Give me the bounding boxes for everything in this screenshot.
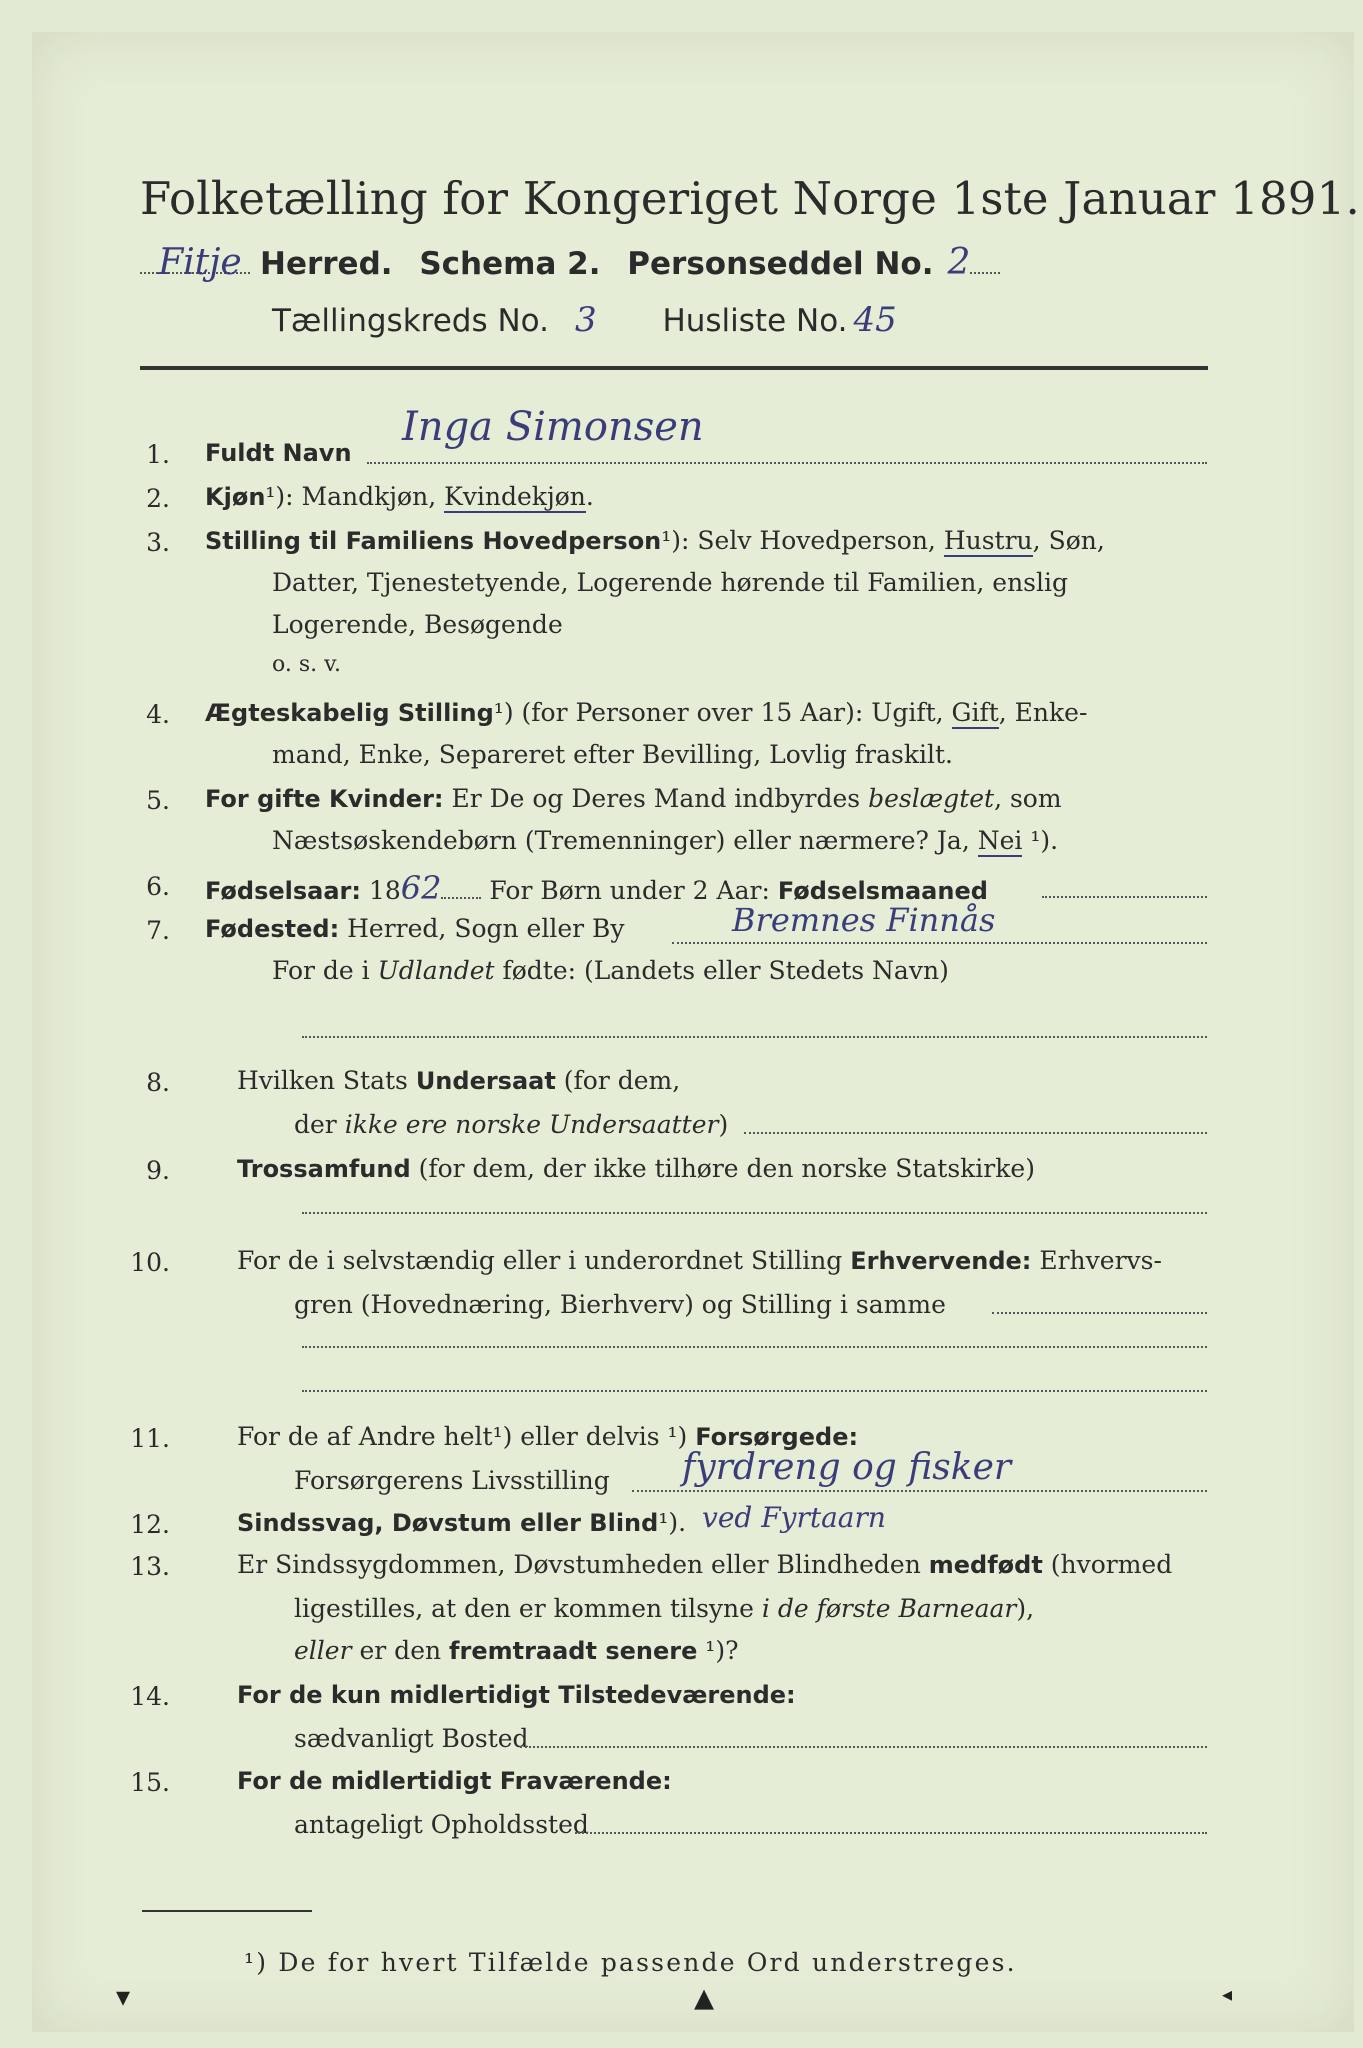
husliste-value: 45 xyxy=(853,300,897,340)
item-2-text: Kjøn¹): Mandkjøn, Kvindekjøn. xyxy=(205,482,594,511)
schema-label: Schema 2. xyxy=(419,246,601,282)
item-5-selected: Nei xyxy=(977,826,1023,855)
item-8-dotline xyxy=(744,1132,1207,1134)
footnote-rule xyxy=(142,1910,312,1912)
ink-mark: ◂ xyxy=(1222,1982,1233,2006)
kreds-value: 3 xyxy=(574,300,597,340)
disability-value: ved Fyrtaarn xyxy=(702,1501,886,1534)
item-5-line1: For gifte Kvinder: Er De og Deres Mand indbyrdes beslægtet, som xyxy=(205,784,1062,813)
item-4-number: 4. xyxy=(146,700,170,729)
item-12-line: Sindssvag, Døvstum eller Blind¹). xyxy=(237,1508,687,1537)
item-15-line2: antageligt Opholdssted xyxy=(294,1810,589,1839)
census-form xyxy=(32,32,1360,2032)
item-14-line2: sædvanligt Bosted xyxy=(294,1724,529,1753)
item-1-label: Fuldt Navn xyxy=(205,439,352,467)
item-5-number: 5. xyxy=(146,786,170,815)
item-6-number: 6. xyxy=(146,872,170,901)
item-4-selected: Gift xyxy=(951,698,999,727)
item-14-line1: For de kun midlertidigt Tilstedeværende: xyxy=(237,1681,796,1709)
item-14-dotline xyxy=(520,1746,1207,1748)
item-10-dotline-3 xyxy=(302,1390,1207,1392)
item-13-line1: Er Sindssygdommen, Døvstumheden eller Blindheden medfødt (hvormed xyxy=(237,1550,1173,1579)
personseddel-value: 2 xyxy=(947,242,971,283)
item-5-line2: Næstsøskendebørn (Tremenninger) eller nærmere? Ja, Nei ¹). xyxy=(272,826,1059,855)
item-15-number: 15. xyxy=(130,1768,170,1797)
husliste-label: Husliste No. xyxy=(662,303,848,339)
header-kreds-line xyxy=(272,300,897,340)
item-3-line2: Datter, Tjenestetyende, Logerende hørende til Familien, enslig xyxy=(272,568,1069,597)
item-3-number: 3. xyxy=(146,528,170,557)
item-9-dotline xyxy=(302,1212,1207,1214)
item-10-number: 10. xyxy=(130,1248,170,1277)
item-13-line3: eller er den fremtraadt senere ¹)? xyxy=(294,1636,739,1665)
item-7-dotline-2 xyxy=(302,1036,1207,1038)
item-1-name-value: Inga Simonsen xyxy=(402,404,704,450)
item-3-line4: o. s. v. xyxy=(272,652,341,677)
item-8-line2: der ikke ere norske Undersaatter) xyxy=(294,1110,729,1139)
birth-year-value: 62 xyxy=(400,869,442,907)
item-7-dotline xyxy=(672,942,1207,944)
item-9-number: 9. xyxy=(146,1156,170,1185)
item-10-line2: gren (Hovednæring, Bierhverv) og Stilling i samme xyxy=(294,1290,946,1319)
kreds-label: Tællingskreds No. xyxy=(272,303,549,339)
item-2-selected: Kvindekjøn xyxy=(444,482,586,511)
form-title: Folketælling for Kongeriget Norge 1ste Januar 1891. xyxy=(140,172,1360,225)
footnote: ¹) De for hvert Tilfælde passende Ord understreges. xyxy=(244,1948,1017,1977)
item-4-line2: mand, Enke, Separeret efter Bevilling, Lovlig fraskilt. xyxy=(272,740,953,769)
item-8-line1: Hvilken Stats Undersaat (for dem, xyxy=(237,1066,681,1095)
item-11-dotline xyxy=(632,1490,1207,1492)
item-14-number: 14. xyxy=(130,1682,170,1711)
item-7-number: 7. xyxy=(146,916,170,945)
item-12-number: 12. xyxy=(130,1510,170,1539)
item-10-dotline xyxy=(992,1312,1207,1314)
item-8-number: 8. xyxy=(146,1068,170,1097)
item-6-dotline xyxy=(1042,896,1207,898)
birthplace-value: Bremnes Finnås xyxy=(732,901,996,939)
item-10-line1: For de i selvstændig eller i underordnet Stilling Erhvervende: Erhvervs- xyxy=(237,1246,1162,1275)
item-11-number: 11. xyxy=(130,1424,170,1453)
item-11-line2: Forsørgerens Livsstilling xyxy=(294,1466,610,1495)
item-13-line2: ligestilles, at den er kommen tilsyne i de første Barneaar), xyxy=(294,1594,1035,1623)
header-rule xyxy=(140,366,1208,370)
herred-value: Fitje xyxy=(158,242,242,283)
item-3-line3: Logerende, Besøgende xyxy=(272,610,563,639)
item-11-line1: For de af Andre helt¹) eller delvis ¹) Forsørgede: xyxy=(237,1422,859,1451)
header-herred-line xyxy=(140,242,1000,283)
item-1-number: 1. xyxy=(146,440,170,469)
item-7-line2: For de i Udlandet fødte: (Landets eller Stedets Navn) xyxy=(272,956,949,985)
item-13-number: 13. xyxy=(130,1552,170,1581)
item-9-line: Trossamfund (for dem, der ikke tilhøre den norske Statskirke) xyxy=(237,1154,1035,1183)
item-10-dotline-2 xyxy=(302,1346,1207,1348)
item-2-number: 2. xyxy=(146,484,170,513)
provider-occupation-value: fyrdreng og fisker xyxy=(682,1447,1012,1488)
herred-label: Herred. xyxy=(260,246,393,282)
personseddel-label: Personseddel No. xyxy=(627,246,934,282)
ink-mark: ▾ xyxy=(116,1980,131,2013)
item-1-dotline xyxy=(367,462,1207,464)
item-6-line: Fødselsaar: 1862 For Børn under 2 Aar: Fødselsmaaned xyxy=(205,869,988,907)
ink-mark: ▴ xyxy=(694,1974,715,2020)
item-15-line1: For de midlertidigt Fraværende: xyxy=(237,1767,672,1795)
item-3-line1: Stilling til Familiens Hovedperson¹): Selv Hovedperson, Hustru, Søn, xyxy=(205,526,1105,555)
item-7-line1: Fødested: Herred, Sogn eller By xyxy=(205,914,625,943)
item-3-selected: Hustru xyxy=(943,526,1033,555)
item-4-line1: Ægteskabelig Stilling¹) (for Personer over 15 Aar): Ugift, Gift, Enke- xyxy=(205,698,1088,727)
item-15-dotline xyxy=(575,1832,1207,1834)
